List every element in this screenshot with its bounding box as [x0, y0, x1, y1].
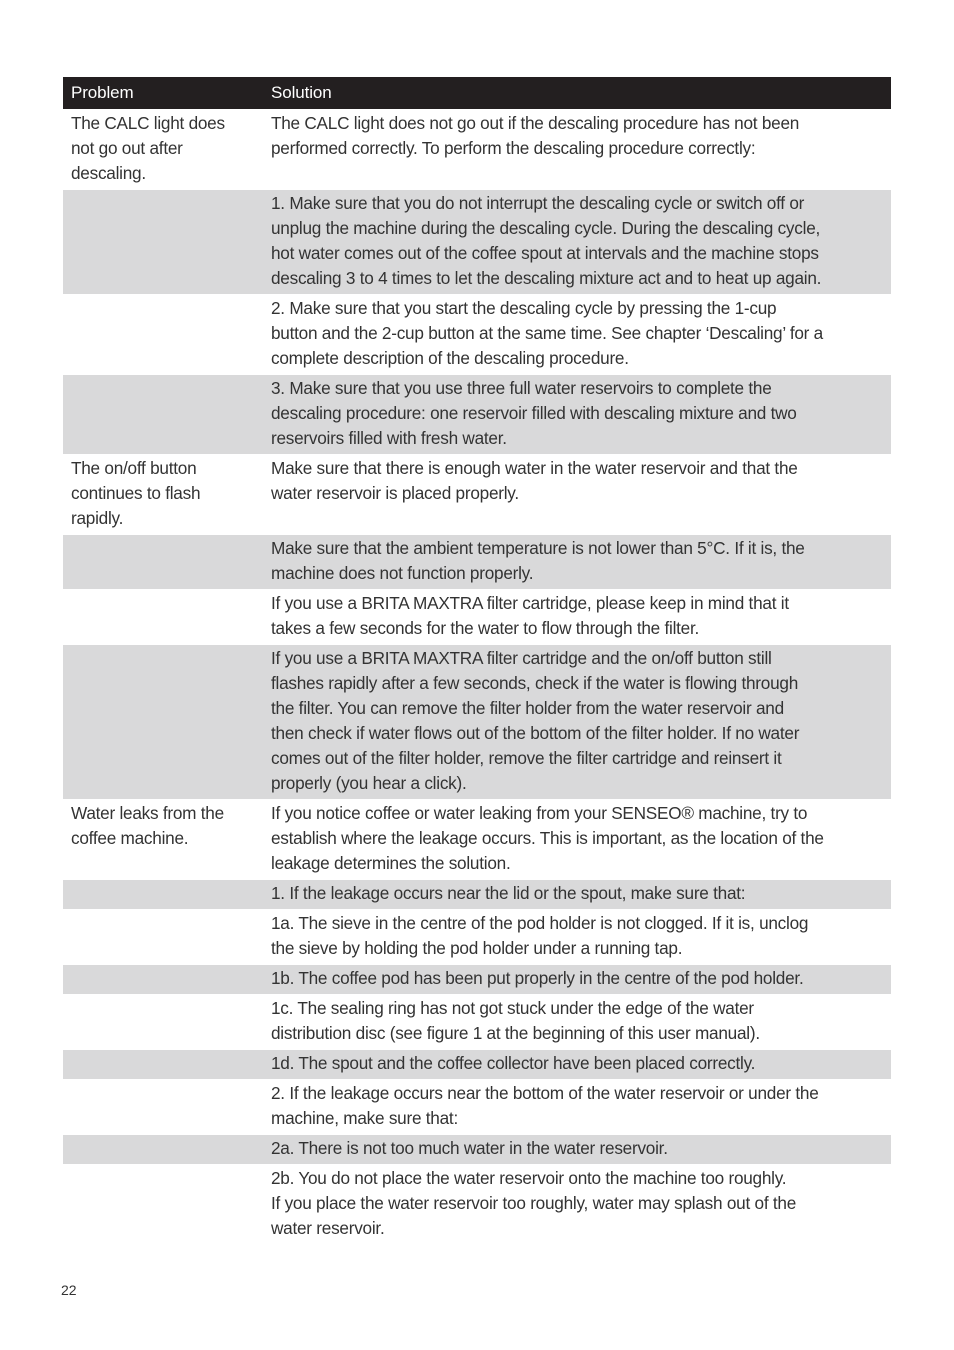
table-body [63, 110, 891, 1245]
problem-cell [63, 591, 264, 641]
solution-cell: If you use a BRITA MAXTRA filter cartridge and the on/off button still flashes rapidly after a few seconds, check if the water is flowing through the filter. You can remove the filter holder from the water reservoir and then check if water flows out of the bottom of the filter holder. If no water comes out of the filter holder, remove the filter cartridge and reinsert it properly (you hear a click). [271, 648, 800, 793]
table-row [63, 965, 891, 994]
solution-cell: 1b. The coffee pod has been put properly in the centre of the pod holder. [271, 968, 804, 988]
table-row [63, 535, 891, 589]
table-row [63, 110, 891, 189]
problem-cell [63, 376, 264, 451]
header-problem: Problem [71, 83, 134, 102]
solution-cell: 1. Make sure that you do not interrupt the descaling cycle or switch off or unplug the machine during the descaling cycle. During the descaling cycle, hot water comes out of the coffee spout at intervals and the machine stops descaling 3 to 4 times to let the descaling mixture act and to heat up again. [271, 193, 822, 288]
table-row [63, 800, 891, 879]
header-solution: Solution [271, 83, 332, 102]
table-row [63, 995, 891, 1049]
problem-cell [63, 911, 264, 961]
solution-cell: 1c. The sealing ring has not got stuck under the edge of the water distribution disc (see figure 1 at the beginning of this user manual). [271, 998, 760, 1043]
problem-cell: The CALC light does not go out after descaling. [71, 113, 225, 183]
table-row [63, 880, 891, 909]
table-row [63, 1080, 891, 1134]
table-row [63, 295, 891, 374]
troubleshooting-table [63, 77, 891, 1245]
page-number: 22 [61, 1282, 77, 1298]
problem-cell [63, 191, 264, 291]
solution-cell: 2a. There is not too much water in the water reservoir. [271, 1138, 668, 1158]
table-row [63, 190, 891, 294]
problem-cell [63, 536, 264, 586]
problem-cell [63, 646, 264, 796]
table-row [63, 455, 891, 534]
table-header [63, 77, 891, 109]
solution-cell: 1. If the leakage occurs near the lid or the spout, make sure that: [271, 883, 746, 903]
problem-cell: The on/off button continues to flash rapidly. [71, 458, 201, 528]
problem-cell [63, 296, 264, 371]
table-row [63, 910, 891, 964]
problem-cell [63, 966, 264, 991]
problem-cell [63, 1136, 264, 1161]
solution-cell: If you notice coffee or water leaking from your SENSEO® machine, try to establish where the leakage occurs. This is important, as the location of the leakage determines the solution. [271, 803, 824, 873]
table-row [63, 1135, 891, 1164]
table-row [63, 1050, 891, 1079]
problem-cell [63, 996, 264, 1046]
problem-cell [63, 1051, 264, 1076]
solution-cell: 2. If the leakage occurs near the bottom of the water reservoir or under the machine, make sure that: [271, 1083, 819, 1128]
solution-cell: If you use a BRITA MAXTRA filter cartridge, please keep in mind that it takes a few seconds for the water to flow through the filter. [271, 593, 789, 638]
problem-cell [63, 881, 264, 906]
solution-cell: 1a. The sieve in the centre of the pod holder is not clogged. If it is, unclog the sieve by holding the pod holder under a running tap. [271, 913, 809, 958]
problem-cell [63, 1081, 264, 1131]
solution-cell: 2b. You do not place the water reservoir onto the machine too roughly. If you place the water reservoir too roughly, water may splash out of the water reservoir. [271, 1168, 797, 1238]
table-row [63, 645, 891, 799]
problem-cell [63, 1166, 264, 1241]
solution-cell: Make sure that there is enough water in the water reservoir and that the water reservoir is placed properly. [271, 458, 798, 503]
table-row [63, 375, 891, 454]
solution-cell: 3. Make sure that you use three full water reservoirs to complete the descaling procedure: one reservoir filled with descaling mixture and two reservoirs filled with fresh water. [271, 378, 797, 448]
problem-cell: Water leaks from the coffee machine. [71, 803, 224, 848]
solution-cell: The CALC light does not go out if the descaling procedure has not been performed correctly. To perform the descaling procedure correctly: [271, 113, 800, 158]
solution-cell: 1d. The spout and the coffee collector have been placed correctly. [271, 1053, 756, 1073]
table-row [63, 1165, 891, 1244]
solution-cell: 2. Make sure that you start the descaling cycle by pressing the 1-cup button and the 2-cup button at the same time. See chapter ‘Descaling’ for a complete description of the descaling procedure. [271, 298, 823, 368]
table-row [63, 590, 891, 644]
solution-cell: Make sure that the ambient temperature is not lower than 5°C. If it is, the machine does not function properly. [271, 538, 805, 583]
